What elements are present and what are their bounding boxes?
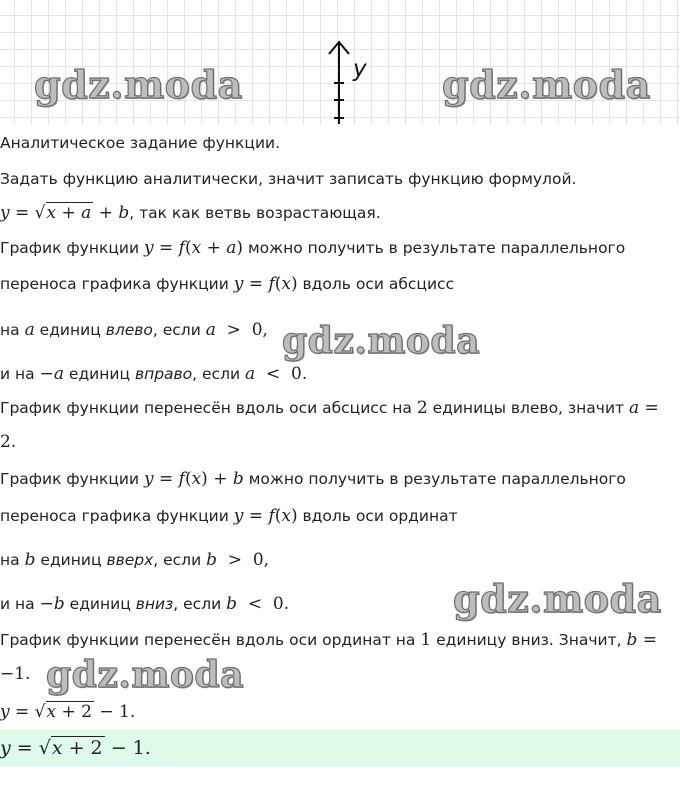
text-fragment: и на — [0, 595, 35, 613]
direction-word: влево — [105, 321, 153, 339]
text-fragment: и на — [0, 365, 35, 383]
formula-line: y = √x + 2 − 1. — [0, 702, 136, 722]
text-fragment: можно получить в результате параллельного — [247, 239, 626, 257]
text-line — [0, 664, 30, 684]
text-line: График функции перенесён вдоль оси абсцисс на 2 единицы влево, значит a = — [0, 398, 659, 418]
formula-line: y = √x + a + b, так как ветвь возрастающая. — [0, 203, 381, 223]
text-fragment: единиц — [39, 321, 101, 339]
text-line: График функции y = f(x + a) можно получить в результате параллельного — [0, 238, 626, 258]
text-line: и на −a единиц вправо, если a < 0. — [0, 364, 308, 384]
text-fragment: на — [0, 321, 20, 339]
text-fragment: График функции перенесён вдоль оси ординат на — [0, 631, 416, 649]
text-fragment: переноса графика функции — [0, 275, 229, 293]
direction-word: вверх — [106, 551, 154, 569]
text-fragment: График функции — [0, 239, 140, 257]
text-fragment: , если — [192, 365, 241, 383]
text-fragment: , если — [153, 551, 202, 569]
section-title: Аналитическое задание функции. — [0, 134, 281, 152]
text-line: переноса графика функции y = f(x) вдоль оси абсцисс — [0, 274, 455, 294]
direction-word: вправо — [134, 365, 193, 383]
y-axis — [318, 38, 378, 128]
text-fragment: единиц — [40, 551, 102, 569]
answer-formula: y = √x + 2 − 1. — [0, 737, 151, 759]
text-line — [0, 170, 576, 189]
text-line: График функции перенесён вдоль оси ординат на 1 единицу вниз. Значит, b = — [0, 630, 658, 650]
watermark-logo: gdz.moda — [46, 654, 244, 696]
text-fragment: можно получить в результате параллельного — [248, 470, 626, 488]
text-fragment: , если — [173, 595, 222, 613]
text-fragment: вдоль оси ординат — [302, 507, 458, 525]
y-axis-label: y — [353, 56, 367, 82]
text-fragment: вдоль оси абсцисс — [302, 275, 455, 293]
number: 2 — [416, 398, 428, 418]
text-fragment: −1. — [0, 664, 31, 684]
text-fragment: единицы влево, значит — [432, 399, 625, 417]
reason-text: так как ветвь возрастающая. — [139, 204, 381, 222]
watermark-logo: gdz.moda — [282, 320, 480, 362]
text-line: График функции y = f(x) + b можно получить в результате параллельного — [0, 469, 626, 489]
text-line: переноса графика функции y = f(x) вдоль оси ординат — [0, 506, 458, 526]
text-line — [0, 432, 16, 452]
text-fragment: График функции перенесён вдоль оси абсцисс на — [0, 399, 412, 417]
watermark-logo: gdz.moda — [442, 62, 651, 107]
text-fragment: единиц — [69, 595, 131, 613]
text-line: на b единиц вверх, если b > 0, — [0, 550, 270, 570]
text-fragment: единицу вниз. Значит, — [436, 631, 622, 649]
text-line: на a единиц влево, если a > 0, — [0, 320, 268, 340]
text-fragment: , если — [152, 321, 201, 339]
watermark-logo: gdz.moda — [453, 576, 662, 621]
text-line: и на −b единиц вниз, если b < 0. — [0, 594, 290, 614]
number: 1 — [420, 630, 432, 650]
text-line — [0, 134, 280, 153]
text-fragment: переноса графика функции — [0, 507, 229, 525]
definition-text: Задать функцию аналитически, значит записать функцию формулой. — [0, 170, 577, 188]
text-fragment: единиц — [68, 365, 130, 383]
watermark-logo: gdz.moda — [34, 62, 243, 107]
direction-word: вниз — [135, 595, 174, 613]
text-fragment: на — [0, 551, 20, 569]
answer-box — [0, 730, 680, 766]
text-fragment: 2. — [0, 432, 17, 452]
text-fragment: График функции — [0, 470, 140, 488]
